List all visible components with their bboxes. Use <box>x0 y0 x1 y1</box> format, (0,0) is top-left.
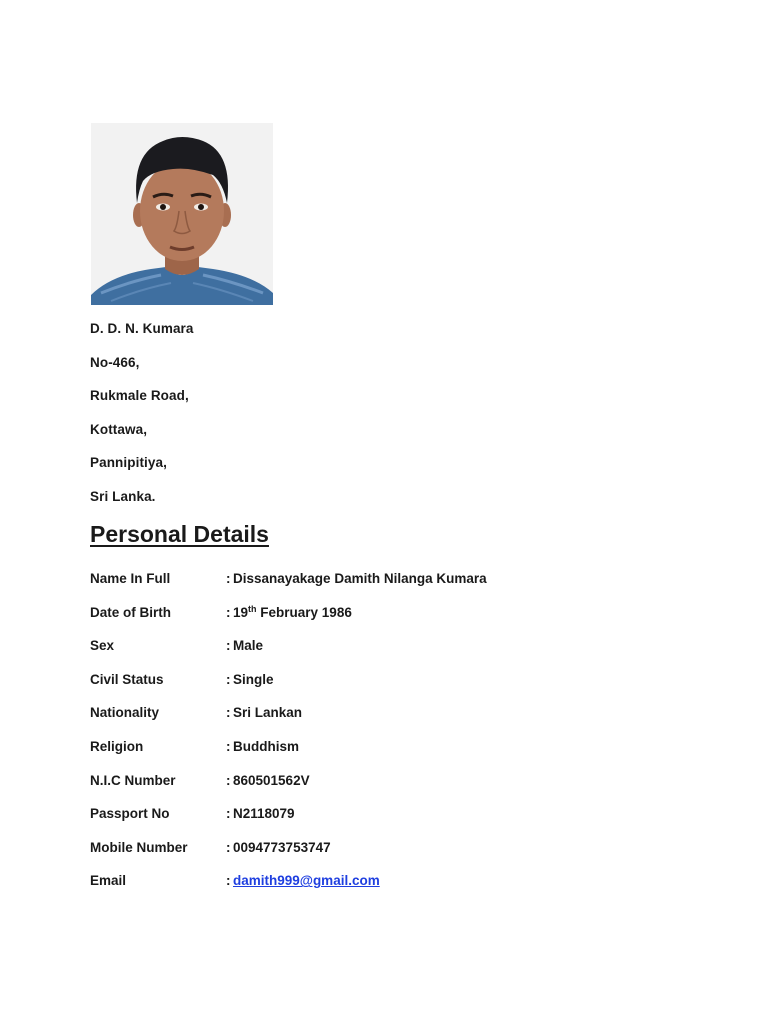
detail-value: Single <box>233 671 274 687</box>
detail-row-email <box>90 872 690 906</box>
detail-label: Date of Birth <box>90 604 171 620</box>
detail-value <box>233 872 380 890</box>
detail-label: Name In Full <box>90 571 171 586</box>
detail-row-nationality <box>90 704 690 738</box>
detail-label: Passport No <box>90 806 170 822</box>
detail-separator: : <box>226 806 231 822</box>
section-heading-personal-details: Personal Details <box>90 521 269 547</box>
detail-separator: : <box>226 839 231 855</box>
detail-separator: : <box>226 705 231 721</box>
detail-row-full-name <box>90 570 690 604</box>
detail-label: Religion <box>90 738 144 754</box>
detail-label: Mobile Number <box>90 839 188 855</box>
applicant-name: D. D. N. Kumara <box>90 321 194 336</box>
detail-separator: : <box>226 738 231 754</box>
address-line: Pannipitiya, <box>90 455 167 471</box>
detail-value <box>233 604 352 622</box>
address-line: No-466, <box>90 354 140 370</box>
person-portrait-icon <box>91 123 273 305</box>
address-line: Rukmale Road, <box>90 388 189 404</box>
birth-month-year: February 1986 <box>256 604 352 620</box>
detail-row-nic-number <box>90 772 690 806</box>
detail-label: Email <box>90 873 127 889</box>
detail-value: Sri Lankan <box>233 705 303 721</box>
detail-value: Male <box>233 638 264 654</box>
detail-row-mobile-number <box>90 839 690 873</box>
birth-day: 19 <box>233 604 249 620</box>
detail-row-date-of-birth <box>90 604 690 638</box>
detail-value: 860501562V <box>233 772 310 788</box>
detail-value: Buddhism <box>233 738 299 754</box>
detail-row-passport-no <box>90 805 690 839</box>
detail-label: Nationality <box>90 705 160 721</box>
detail-label: Civil Status <box>90 671 164 687</box>
address-line: Kottawa, <box>90 421 148 437</box>
detail-separator: : <box>226 671 231 687</box>
detail-value: N2118079 <box>233 806 295 822</box>
detail-separator: : <box>226 772 231 788</box>
detail-row-sex <box>90 637 690 671</box>
detail-separator: : <box>226 604 231 620</box>
detail-separator: : <box>226 638 231 654</box>
personal-details-table <box>90 570 690 906</box>
detail-separator: : <box>226 571 231 586</box>
detail-separator: : <box>226 873 231 889</box>
detail-label: N.I.C Number <box>90 772 176 788</box>
detail-value: 0094773753747 <box>233 839 331 855</box>
detail-row-religion <box>90 738 690 772</box>
detail-label: Sex <box>90 638 115 654</box>
ordinal-suffix: th <box>248 603 257 614</box>
address-line: Sri Lanka. <box>90 488 156 504</box>
email-link[interactable]: damith999@gmail.com <box>233 873 380 889</box>
detail-value: Dissanayakage Damith Nilanga Kumara <box>233 571 487 586</box>
contact-address <box>90 320 194 522</box>
detail-row-civil-status <box>90 671 690 705</box>
profile-photo <box>91 123 273 305</box>
